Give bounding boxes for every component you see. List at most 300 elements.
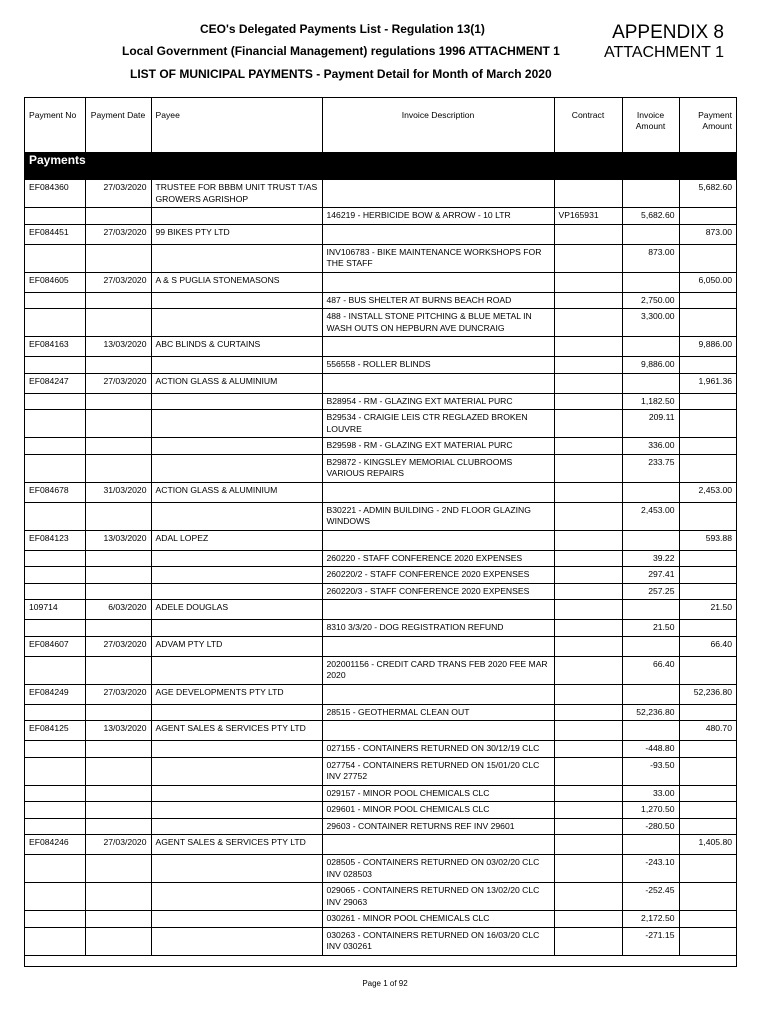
payment-date: 27/03/2020 [85,180,151,208]
invoice-amount: 2,453.00 [622,502,679,530]
invoice-blank-no [25,741,85,758]
invoice-contract [554,244,622,272]
payment-blank-invoice [622,684,679,704]
payment-blank-desc [322,180,554,208]
invoice-description: B29534 - CRAIGIE LEIS CTR REGLAZED BROKEN LOUVRE [322,410,554,438]
payment-blank-contract [554,721,622,741]
invoice-blank-payment [679,454,736,482]
payment-blank-contract [554,224,622,244]
payment-amount: 480.70 [679,721,736,741]
invoice-amount: -243.10 [622,855,679,883]
payment-blank-contract [554,337,622,357]
invoice-amount: -252.45 [622,883,679,911]
payments-table [24,97,737,967]
invoice-blank-payee [151,393,322,410]
invoice-row [25,704,736,721]
section-header [25,153,736,180]
payment-blank-contract [554,530,622,550]
invoice-blank-date [85,855,151,883]
payment-blank-desc [322,530,554,550]
invoice-description: 029065 - CONTAINERS RETURNED ON 13/02/20 CLC INV 29063 [322,883,554,911]
invoice-description: 487 - BUS SHELTER AT BURNS BEACH ROAD [322,292,554,309]
payment-amount: 593.88 [679,530,736,550]
invoice-description: 29603 - CONTAINER RETURNS REF INV 29601 [322,818,554,835]
invoice-row [25,292,736,309]
payment-amount: 873.00 [679,224,736,244]
payment-number: EF084125 [25,721,85,741]
payee-label: ACTION GLASS & ALUMINIUM [155,484,278,495]
payment-blank-contract [554,180,622,208]
invoice-blank-payee [151,818,322,835]
invoice-blank-no [25,785,85,802]
invoice-blank-payment [679,583,736,600]
page-number: Page 1 of 92 [362,979,408,988]
invoice-description: 556558 - ROLLER BLINDS [322,357,554,374]
payment-row [25,600,736,620]
payee-name [151,272,322,292]
invoice-amount: 5,682.60 [622,208,679,225]
invoice-blank-date [85,911,151,928]
invoice-amount: 2,172.50 [622,911,679,928]
invoice-blank-payment [679,357,736,374]
invoice-blank-payee [151,741,322,758]
payee-name [151,530,322,550]
invoice-row [25,410,736,438]
payment-number: EF084360 [25,180,85,208]
payment-amount: 9,886.00 [679,337,736,357]
invoice-description: 260220/3 - STAFF CONFERENCE 2020 EXPENSES [322,583,554,600]
payment-row [25,272,736,292]
payment-number: EF084605 [25,272,85,292]
invoice-blank-no [25,583,85,600]
invoice-description: B29598 - RM - GLAZING EXT MATERIAL PURC [322,438,554,455]
payment-blank-invoice [622,835,679,855]
invoice-blank-payee [151,244,322,272]
invoice-amount: 209.11 [622,410,679,438]
invoice-contract [554,438,622,455]
invoice-blank-date [85,757,151,785]
payment-blank-contract [554,636,622,656]
invoice-blank-payee [151,911,322,928]
invoice-blank-payee [151,583,322,600]
invoice-blank-payee [151,438,322,455]
invoice-blank-no [25,454,85,482]
invoice-blank-payment [679,704,736,721]
invoice-blank-no [25,855,85,883]
invoice-blank-payment [679,818,736,835]
invoice-contract [554,656,622,684]
invoice-blank-date [85,802,151,819]
payee-name [151,684,322,704]
payee-name [151,373,322,393]
invoice-row [25,656,736,684]
invoice-row [25,818,736,835]
invoice-contract [554,785,622,802]
invoice-contract: VP165931 [554,208,622,225]
section-title: Payments [25,153,736,180]
payment-row [25,482,736,502]
invoice-description: B30221 - ADMIN BUILDING - 2ND FLOOR GLAZING WINDOWS [322,502,554,530]
invoice-contract [554,393,622,410]
invoice-blank-payment [679,244,736,272]
invoice-contract [554,620,622,637]
invoice-description: 027155 - CONTAINERS RETURNED ON 30/12/19 CLC [322,741,554,758]
payment-blank-invoice [622,337,679,357]
invoice-row [25,583,736,600]
payment-blank-invoice [622,482,679,502]
invoice-amount: 52,236.80 [622,704,679,721]
invoice-description: 030263 - CONTAINERS RETURNED ON 16/03/20 CLC INV 030261 [322,927,554,955]
payee-name [151,835,322,855]
payment-blank-contract [554,835,622,855]
invoice-blank-payment [679,785,736,802]
invoice-blank-date [85,656,151,684]
invoice-blank-no [25,911,85,928]
payment-number: EF084163 [25,337,85,357]
payee-label: AGENT SALES & SERVICES PTY LTD [155,837,306,847]
payment-blank-invoice [622,721,679,741]
invoice-blank-payee [151,550,322,567]
payment-number: EF084123 [25,530,85,550]
invoice-blank-no [25,550,85,567]
invoice-contract [554,927,622,955]
payment-blank-desc [322,482,554,502]
invoice-contract [554,583,622,600]
invoice-contract [554,309,622,337]
invoice-blank-payment [679,438,736,455]
col-payee: Payee [151,98,322,153]
payment-amount: 6,050.00 [679,272,736,292]
invoice-amount: 873.00 [622,244,679,272]
payment-number: EF084451 [25,224,85,244]
invoice-blank-payment [679,620,736,637]
invoice-row [25,454,736,482]
payment-blank-desc [322,684,554,704]
payment-number: EF084678 [25,482,85,502]
invoice-blank-payee [151,208,322,225]
invoice-blank-no [25,620,85,637]
invoice-blank-no [25,244,85,272]
invoice-blank-payment [679,292,736,309]
payment-number: 109714 [25,600,85,620]
payment-date: 27/03/2020 [85,636,151,656]
invoice-blank-payment [679,502,736,530]
payment-row [25,530,736,550]
attachment-label: ATTACHMENT 1 [603,44,724,61]
invoice-blank-payment [679,741,736,758]
invoice-blank-no [25,704,85,721]
invoice-blank-date [85,438,151,455]
payment-row [25,224,736,244]
payment-blank-desc [322,337,554,357]
invoice-blank-no [25,757,85,785]
invoice-contract [554,502,622,530]
invoice-row [25,244,736,272]
invoice-description: 029601 - MINOR POOL CHEMICALS CLC [322,802,554,819]
invoice-contract [554,741,622,758]
payment-date: 27/03/2020 [85,684,151,704]
invoice-amount: 257.25 [622,583,679,600]
payment-date: 27/03/2020 [85,835,151,855]
payment-row [25,337,736,357]
invoice-blank-payee [151,620,322,637]
invoice-blank-date [85,393,151,410]
invoice-blank-no [25,357,85,374]
invoice-blank-payee [151,567,322,584]
payment-amount: 2,453.00 [679,482,736,502]
invoice-blank-payee [151,757,322,785]
invoice-amount: -280.50 [622,818,679,835]
payment-blank-invoice [622,600,679,620]
invoice-blank-no [25,818,85,835]
invoice-blank-payee [151,802,322,819]
invoice-blank-no [25,309,85,337]
payment-row [25,721,736,741]
invoice-blank-payment [679,208,736,225]
payee-name [151,636,322,656]
payment-number: EF084247 [25,373,85,393]
payment-blank-desc [322,721,554,741]
invoice-blank-date [85,620,151,637]
invoice-row [25,785,736,802]
payee-label: ADELE DOUGLAS [155,602,229,612]
payment-date: 27/03/2020 [85,224,151,244]
invoice-row [25,620,736,637]
invoice-blank-payee [151,704,322,721]
invoice-amount: -448.80 [622,741,679,758]
invoice-contract [554,818,622,835]
invoice-blank-no [25,410,85,438]
invoice-blank-date [85,208,151,225]
payee-label: ADVAM PTY LTD [155,638,223,649]
report-title: CEO's Delegated Payments List - Regulation 13(1) [200,22,485,36]
invoice-blank-payee [151,656,322,684]
invoice-amount: 33.00 [622,785,679,802]
invoice-blank-date [85,704,151,721]
invoice-blank-date [85,502,151,530]
invoice-description: 260220/2 - STAFF CONFERENCE 2020 EXPENSES [322,567,554,584]
invoice-amount: 9,886.00 [622,357,679,374]
invoice-blank-payment [679,927,736,955]
payment-row [25,684,736,704]
invoice-row [25,757,736,785]
invoice-blank-date [85,785,151,802]
payee-name [151,337,322,357]
payment-blank-desc [322,224,554,244]
report-subtitle: Local Government (Financial Management) regulations 1996 ATTACHMENT 1 [122,44,560,58]
invoice-blank-payee [151,502,322,530]
invoice-amount: 39.22 [622,550,679,567]
payment-amount: 5,682.60 [679,180,736,208]
invoice-blank-payee [151,927,322,955]
invoice-description: 027754 - CONTAINERS RETURNED ON 15/01/20 CLC INV 27752 [322,757,554,785]
payment-blank-contract [554,482,622,502]
payment-number: EF084246 [25,835,85,855]
invoice-blank-date [85,818,151,835]
invoice-row [25,855,736,883]
payment-blank-invoice [622,272,679,292]
invoice-blank-date [85,454,151,482]
payment-blank-invoice [622,636,679,656]
payment-amount: 52,236.80 [679,684,736,704]
report-period: LIST OF MUNICIPAL PAYMENTS - Payment Detail for Month of March 2020 [130,67,552,81]
payment-date: 13/03/2020 [85,721,151,741]
invoice-blank-payee [151,785,322,802]
invoice-row [25,502,736,530]
invoice-blank-date [85,567,151,584]
payee-label: AGENT SALES & SERVICES PTY LTD [155,723,306,733]
invoice-blank-date [85,883,151,911]
invoice-contract [554,357,622,374]
payment-blank-desc [322,272,554,292]
invoice-blank-no [25,567,85,584]
payment-number: EF084249 [25,684,85,704]
invoice-row [25,309,736,337]
invoice-blank-date [85,292,151,309]
invoice-blank-date [85,357,151,374]
payee-name [151,482,322,502]
invoice-blank-payee [151,357,322,374]
payment-date: 6/03/2020 [85,600,151,620]
invoice-row [25,927,736,955]
appendix-label: APPENDIX 8 [612,22,724,43]
payment-blank-invoice [622,224,679,244]
invoice-blank-payment [679,911,736,928]
invoice-blank-payee [151,883,322,911]
invoice-description: 28515 - GEOTHERMAL CLEAN OUT [322,704,554,721]
invoice-row [25,438,736,455]
payment-blank-desc [322,636,554,656]
invoice-blank-payment [679,656,736,684]
payee-name [151,600,322,620]
invoice-contract [554,704,622,721]
table-header-row [25,98,736,153]
payment-date: 13/03/2020 [85,530,151,550]
payment-blank-invoice [622,530,679,550]
invoice-row [25,802,736,819]
invoice-blank-payee [151,410,322,438]
invoice-blank-no [25,927,85,955]
invoice-blank-date [85,927,151,955]
invoice-blank-date [85,550,151,567]
invoice-blank-no [25,292,85,309]
invoice-description: 030261 - MINOR POOL CHEMICALS CLC [322,911,554,928]
payee-label: ADAL LOPEZ [155,532,209,543]
invoice-amount: -271.15 [622,927,679,955]
invoice-description: 029157 - MINOR POOL CHEMICALS CLC [322,785,554,802]
payment-blank-invoice [622,373,679,393]
invoice-amount: 3,300.00 [622,309,679,337]
payee-label: AGE DEVELOPMENTS PTY LTD [155,686,284,697]
invoice-blank-date [85,244,151,272]
invoice-blank-payment [679,855,736,883]
invoice-row [25,883,736,911]
invoice-contract [554,550,622,567]
payment-amount: 66.40 [679,636,736,656]
invoice-description: 028505 - CONTAINERS RETURNED ON 03/02/20 CLC INV 028503 [322,855,554,883]
payee-name [151,224,322,244]
col-contract: Contract [554,98,622,153]
invoice-amount: 336.00 [622,438,679,455]
invoice-row [25,208,736,225]
payee-name [151,180,322,208]
invoice-row [25,567,736,584]
col-payment-no: Payment No [25,98,85,153]
invoice-blank-no [25,393,85,410]
payment-blank-contract [554,373,622,393]
invoice-blank-payee [151,309,322,337]
invoice-row [25,911,736,928]
invoice-description: INV106783 - BIKE MAINTENANCE WORKSHOPS FOR THE STAFF [322,244,554,272]
invoice-amount: -93.50 [622,757,679,785]
payment-row [25,373,736,393]
invoice-row [25,393,736,410]
invoice-blank-no [25,438,85,455]
invoice-description: B28954 - RM - GLAZING EXT MATERIAL PURC [322,393,554,410]
invoice-blank-payee [151,292,322,309]
invoice-contract [554,855,622,883]
col-invoice-description: Invoice Description [322,98,554,153]
invoice-blank-payment [679,802,736,819]
payment-date: 31/03/2020 [85,482,151,502]
invoice-amount: 297.41 [622,567,679,584]
payment-blank-desc [322,835,554,855]
payment-blank-contract [554,600,622,620]
payment-row [25,835,736,855]
invoice-contract [554,911,622,928]
invoice-contract [554,567,622,584]
invoice-blank-payment [679,393,736,410]
col-payment-amount: Payment Amount [679,98,736,153]
payment-row [25,636,736,656]
invoice-description: 202001156 - CREDIT CARD TRANS FEB 2020 FEE MAR 2020 [322,656,554,684]
payment-amount: 21.50 [679,600,736,620]
col-invoice-amount: Invoice Amount [622,98,679,153]
invoice-blank-no [25,208,85,225]
invoice-blank-payee [151,855,322,883]
invoice-amount: 21.50 [622,620,679,637]
invoice-blank-payment [679,883,736,911]
invoice-description: 8310 3/3/20 - DOG REGISTRATION REFUND [322,620,554,637]
invoice-blank-date [85,410,151,438]
invoice-blank-no [25,883,85,911]
invoice-description: B29872 - KINGSLEY MEMORIAL CLUBROOMS VARIOUS REPAIRS [322,454,554,482]
invoice-contract [554,292,622,309]
invoice-contract [554,454,622,482]
invoice-contract [554,883,622,911]
invoice-row [25,550,736,567]
payee-label: A & S PUGLIA STONEMASONS [155,274,280,285]
invoice-contract [554,757,622,785]
payment-blank-desc [322,373,554,393]
payment-amount: 1,961.36 [679,373,736,393]
invoice-blank-date [85,309,151,337]
invoice-description: 146219 - HERBICIDE BOW & ARROW - 10 LTR [322,208,554,225]
payee-label: ABC BLINDS & CURTAINS [155,339,261,349]
invoice-amount: 1,270.50 [622,802,679,819]
invoice-blank-payment [679,567,736,584]
payment-amount: 1,405.80 [679,835,736,855]
invoice-blank-no [25,502,85,530]
invoice-blank-payee [151,454,322,482]
payment-blank-desc [322,600,554,620]
payee-label: 99 BIKES PTY LTD [155,226,230,237]
payment-blank-invoice [622,180,679,208]
invoice-blank-date [85,741,151,758]
payment-number: EF084607 [25,636,85,656]
invoice-contract [554,802,622,819]
payment-blank-contract [554,684,622,704]
